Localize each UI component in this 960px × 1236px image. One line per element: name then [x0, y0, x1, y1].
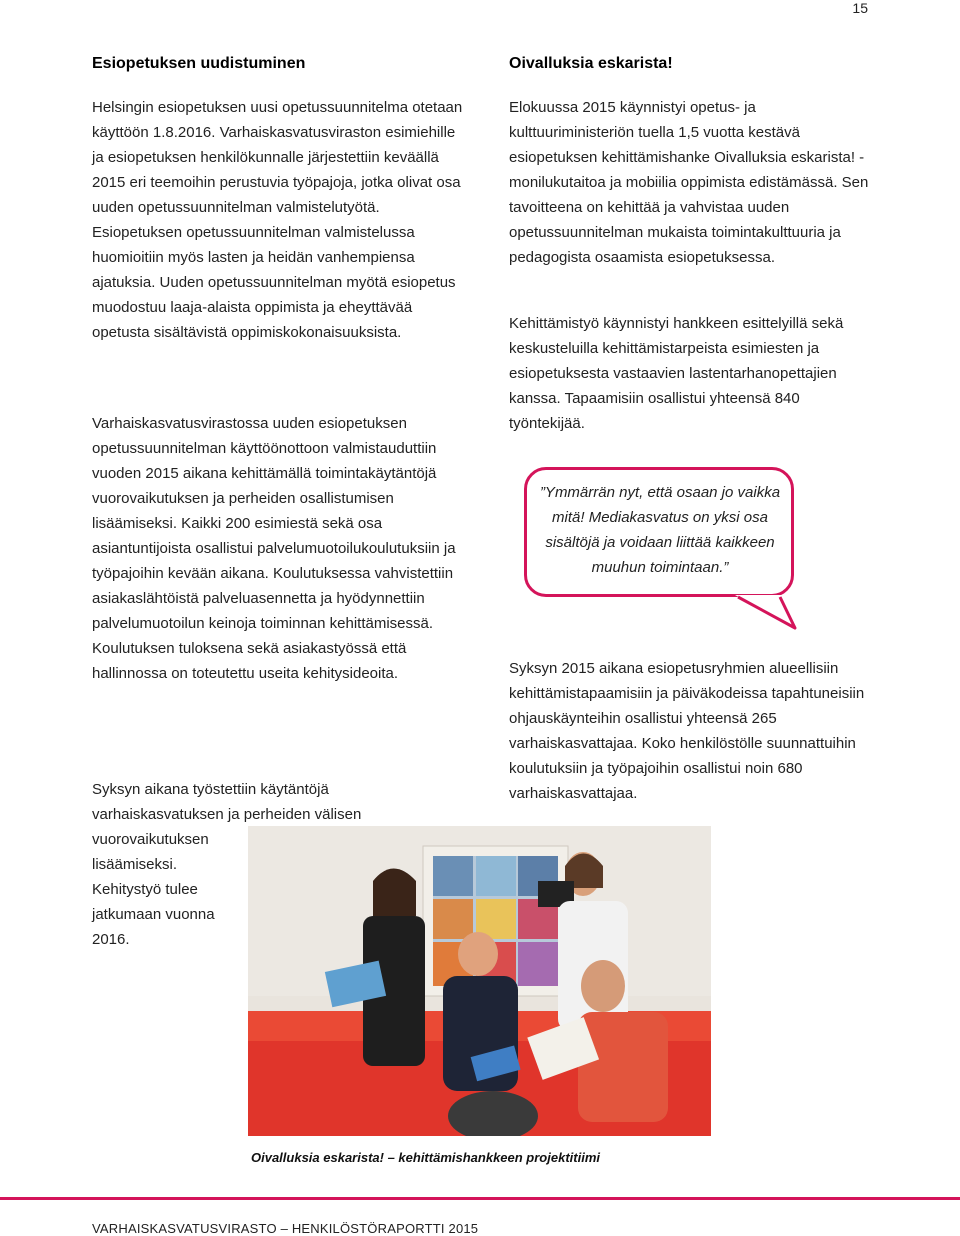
left-paragraph-1: Helsingin esiopetuksen uusi opetussuunnitelma otetaan käyttöön 1.8.2016. Varhaiskasvatusviraston esimiehille ja esiopetuksen henkilökunnalle järjestettiin keväällä 2015 eri teemoihin perustuvia työpajoja, jotka olivat osa uuden opetussuunnitelman valmistelutyötä. Esiopetuksen opetussuunnitelman valmistelussa huomioitiin myös lasten ja heidän vanhempiensa ajatuksia. Uuden opetussuunnitelman myötä esiopetus muodostuu laaja-alaista oppimista ja eheyttävää opetusta sisältävistä oppimiskokonaisuuksista.	[92, 99, 463, 341]
left-p3-line: Kehitystyö tulee	[92, 881, 198, 898]
left-p3-line: vuorovaikutuksen	[92, 831, 209, 848]
left-paragraph-2: Varhaiskasvatusvirastossa uuden esiopetuksen opetussuunnitelman käyttöönottoon valmistauduttiin vuoden 2015 aikana kehittämällä toimintakäytäntöjä vuorovaikutuksen ja perheiden osallistumisen lisäämiseksi. Kaikki 200 esimiestä sekä osa asiantuntijoista osallistui palvelumuotoilukoulutuksiin ja työpajoihin kevään aikana. Koulutuksessa vahvistettiin asiakaslähtöistä palveluasennetta ja hyödynnettiin palvelumuotoilun keinoja toiminnan kehittämisessä. Koulutuksen tuloksena sekä asiakastyössä että hallinnossa on toteutettu useita kehitysideoita.	[92, 415, 456, 682]
right-heading: Oivalluksia eskarista!	[509, 55, 673, 72]
left-heading: Esiopetuksen uudistuminen	[92, 55, 306, 72]
left-p3-line: varhaiskasvatuksen ja perheiden välisen	[92, 806, 362, 823]
left-p3-line: Syksyn aikana työstettiin käytäntöjä	[92, 781, 329, 798]
footer-text: VARHAISKASVATUSVIRASTO – HENKILÖSTÖRAPORTTI 2015	[92, 1221, 479, 1236]
page-number: 15	[852, 0, 868, 16]
footer-rule	[0, 1197, 960, 1200]
team-photo	[248, 826, 711, 1136]
team-photo-illustration	[248, 826, 711, 1136]
left-p3-line: 2016.	[92, 931, 130, 948]
right-paragraph-1: Elokuussa 2015 käynnistyi opetus- ja kulttuuriministeriön tuella 1,5 vuotta kestävä esiopetuksen kehittämishanke Oivalluksia eskarista! - monilukutaitoa ja mobiilia oppimista edistämässä. Sen tavoitteena on kehittää ja vahvistaa uuden opetussuunnitelman mukaista toimintakulttuuria ja pedagogista osaamista esiopetuksessa.	[509, 99, 869, 266]
quote-text: ”Ymmärrän nyt, että osaan jo vaikka mitä! Mediakasvatus on yksi osa sisältöjä ja voidaan liittää kaikkeen muuhun toimintaan.”	[539, 484, 781, 576]
left-p3-line: lisäämiseksi.	[92, 856, 178, 873]
photo-caption: Oivalluksia eskarista! – kehittämishankkeen projektitiimi	[251, 1150, 600, 1165]
left-p3-line: jatkumaan vuonna	[92, 906, 215, 923]
right-paragraph-2: Kehittämistyö käynnistyi hankkeen esittelyillä sekä keskusteluilla kehittämistarpeista esimiesten ja esiopetuksesta vastaavien lastentarhanopettajien kanssa. Tapaamisiin osallistui yhteensä 840 työntekijää.	[509, 315, 844, 432]
right-paragraph-3: Syksyn 2015 aikana esiopetusryhmien alueellisiin kehittämistapaamisiin ja päiväkodeissa tapahtuneisiin ohjauskäynteihin osallistui yhteensä 265 varhaiskasvattajaa. Koko henkilöstölle suunnattuihin koulutuksiin ja työpajoihin osallistui noin 680 varhaiskasvattajaa.	[509, 660, 865, 802]
